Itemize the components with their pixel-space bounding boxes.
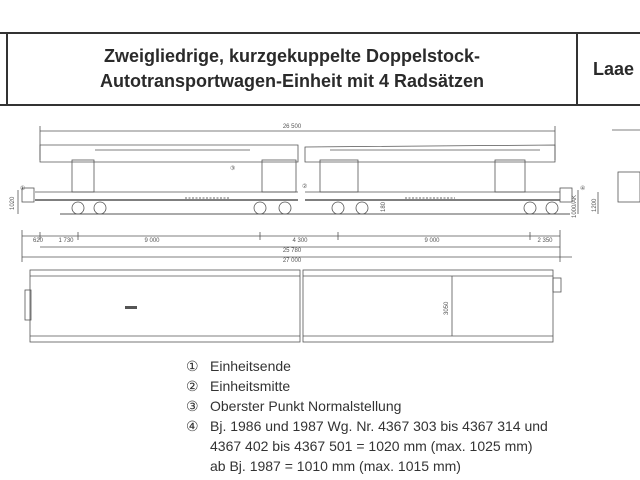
dim-over-buffers: 26 500	[282, 124, 302, 130]
dim-180: 180	[381, 201, 387, 212]
post-right-mid	[320, 160, 358, 192]
post-left-mid	[262, 160, 296, 192]
dim-1730: 1 730	[58, 238, 74, 244]
upper-deck-right	[305, 145, 555, 162]
plan-marker	[125, 306, 137, 309]
dim-27000: 27 000	[282, 258, 302, 264]
upper-deck-left	[40, 145, 298, 162]
end-view	[618, 172, 640, 202]
legend-item-2	[186, 376, 636, 396]
legend-text: Bj. 1986 und 1987 Wg. Nr. 4367 303 bis 4367 314 und 4367 402 bis 4367 501 = 1020 mm (max. 1025 mm) ab Bj. 1987 = 1010 mm (max. 1015 mm)	[210, 418, 548, 474]
marker-4: ④	[580, 186, 586, 192]
dim-1020: 1020	[10, 196, 16, 210]
legend-item-3	[186, 396, 636, 416]
dim-620: 620	[32, 238, 44, 244]
dim-9000-left: 9 000	[144, 238, 160, 244]
legend-item-4	[186, 416, 636, 476]
legend-text: Einheitsmitte	[210, 378, 291, 394]
dim-1000: 1000/AK	[572, 194, 578, 218]
legend	[186, 356, 636, 476]
legend-item-1	[186, 356, 636, 376]
buffer-right	[560, 188, 572, 202]
type-label: Laae	[593, 58, 635, 79]
legend-text: Einheitsende	[210, 358, 291, 374]
dim-1200: 1200	[592, 198, 598, 212]
legend-number: ④	[186, 418, 199, 434]
wheel	[94, 202, 106, 214]
dim-4300: 4 300	[292, 238, 308, 244]
title-line-1: Zweigliedrige, kurzgekuppelte Doppelstock-	[103, 46, 481, 66]
plan-view-right	[303, 270, 553, 342]
dim-9000-right: 9 000	[424, 238, 440, 244]
legend-number: ②	[186, 378, 199, 394]
marker-3: ③	[230, 166, 236, 172]
title-line-2: Autotransportwagen-Einheit mit 4 Radsätzen	[99, 71, 485, 91]
dim-25780: 25 780	[282, 248, 302, 254]
wheel	[356, 202, 368, 214]
wheel	[72, 202, 84, 214]
marker-1: ①	[20, 186, 26, 192]
legend-number: ①	[186, 358, 199, 374]
dim-3050: 3050	[444, 301, 450, 315]
dim-2350: 2 350	[537, 238, 553, 244]
legend-number: ③	[186, 398, 199, 414]
legend-text: Oberster Punkt Normalstellung	[210, 398, 402, 414]
post-left-end	[72, 160, 94, 192]
wheel	[254, 202, 266, 214]
post-right-end	[495, 160, 525, 192]
wheel	[546, 202, 558, 214]
wheel	[524, 202, 536, 214]
marker-2: ②	[302, 184, 308, 190]
wheel	[279, 202, 291, 214]
plan-view-left	[30, 270, 300, 342]
wheel	[332, 202, 344, 214]
